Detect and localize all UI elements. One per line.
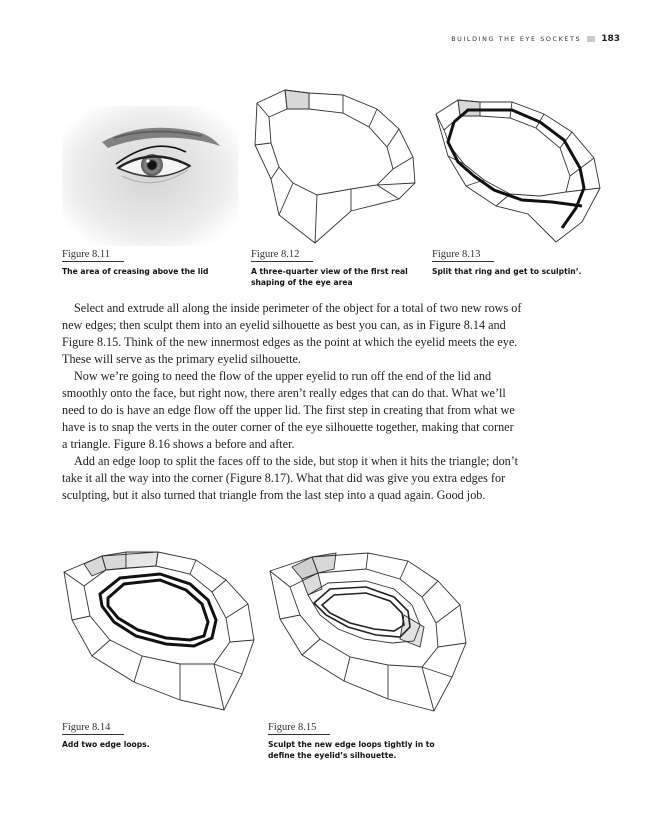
figure-8-13-label: Figure 8.13 (432, 249, 494, 262)
figure-8-15-label: Figure 8.15 (268, 722, 330, 735)
paragraph: Select and extrude all along the inside perimeter of the object for a total of two new rows of new edges; then sculpt them into an eyelid silhouette as best you can, as in Figure 8.14 and Figure 8.15. Think of the new innermost edges as the point at which the eyelid meets the eye. These will serve as the primary eyelid silhouette. (62, 301, 522, 366)
page-header (451, 34, 620, 44)
figure-8-11-label: Figure 8.11 (62, 249, 124, 262)
figure-8-11-caption: The area of creasing above the lid (62, 267, 209, 276)
figure-8-12-label: Figure 8.12 (251, 249, 313, 262)
figure-8-13-caption: Split that ring and get to sculptin’. (432, 267, 582, 276)
page-number: 183 (601, 34, 620, 44)
figure-8-14-caption: Add two edge loops. (62, 740, 150, 749)
eye-photo-image (62, 106, 238, 246)
body-text (62, 300, 522, 504)
paragraph: Now we’re going to need the flow of the upper eyelid to run off the end of the lid and smoothly onto the face, but right now, there aren’t really edges that can do that. What we’ll need to do is have an edge flow off the upper lid. The first step in creating that from what we have is to snap the verts in the outer corner of the eye silhouette together, making that corner a triangle. Figure 8.16 shows a before and after. (62, 369, 515, 451)
split-ring-mesh-diagram (432, 96, 604, 246)
eye-ring-mesh-diagram (251, 87, 423, 247)
figure-8-14 (62, 544, 258, 749)
figure-8-15 (268, 547, 468, 760)
figure-8-13 (432, 96, 604, 276)
running-head: BUILDING THE EYE SOCKETS (451, 35, 582, 43)
figure-8-15-caption: Sculpt the new edge loops tightly in to define the eyelid’s silhouette. (268, 740, 435, 760)
figure-8-12-caption: A three-quarter view of the first real shaping of the eye area (251, 267, 408, 287)
paragraph: Add an edge loop to split the faces off to the side, but stop it when it hits the triangle; don’t take it all the way into the corner (Figure 8.17). What that did was give you extra edges for sculpting, but it also turned that triangle from the last step into a quad again. Good job. (62, 454, 518, 502)
edge-loops-mesh-diagram (62, 544, 258, 714)
header-divider (587, 36, 595, 42)
figure-8-11 (62, 106, 238, 276)
figure-8-12 (251, 87, 423, 287)
sculpted-eyelid-mesh-diagram (268, 547, 468, 715)
figure-8-14-label: Figure 8.14 (62, 722, 124, 735)
